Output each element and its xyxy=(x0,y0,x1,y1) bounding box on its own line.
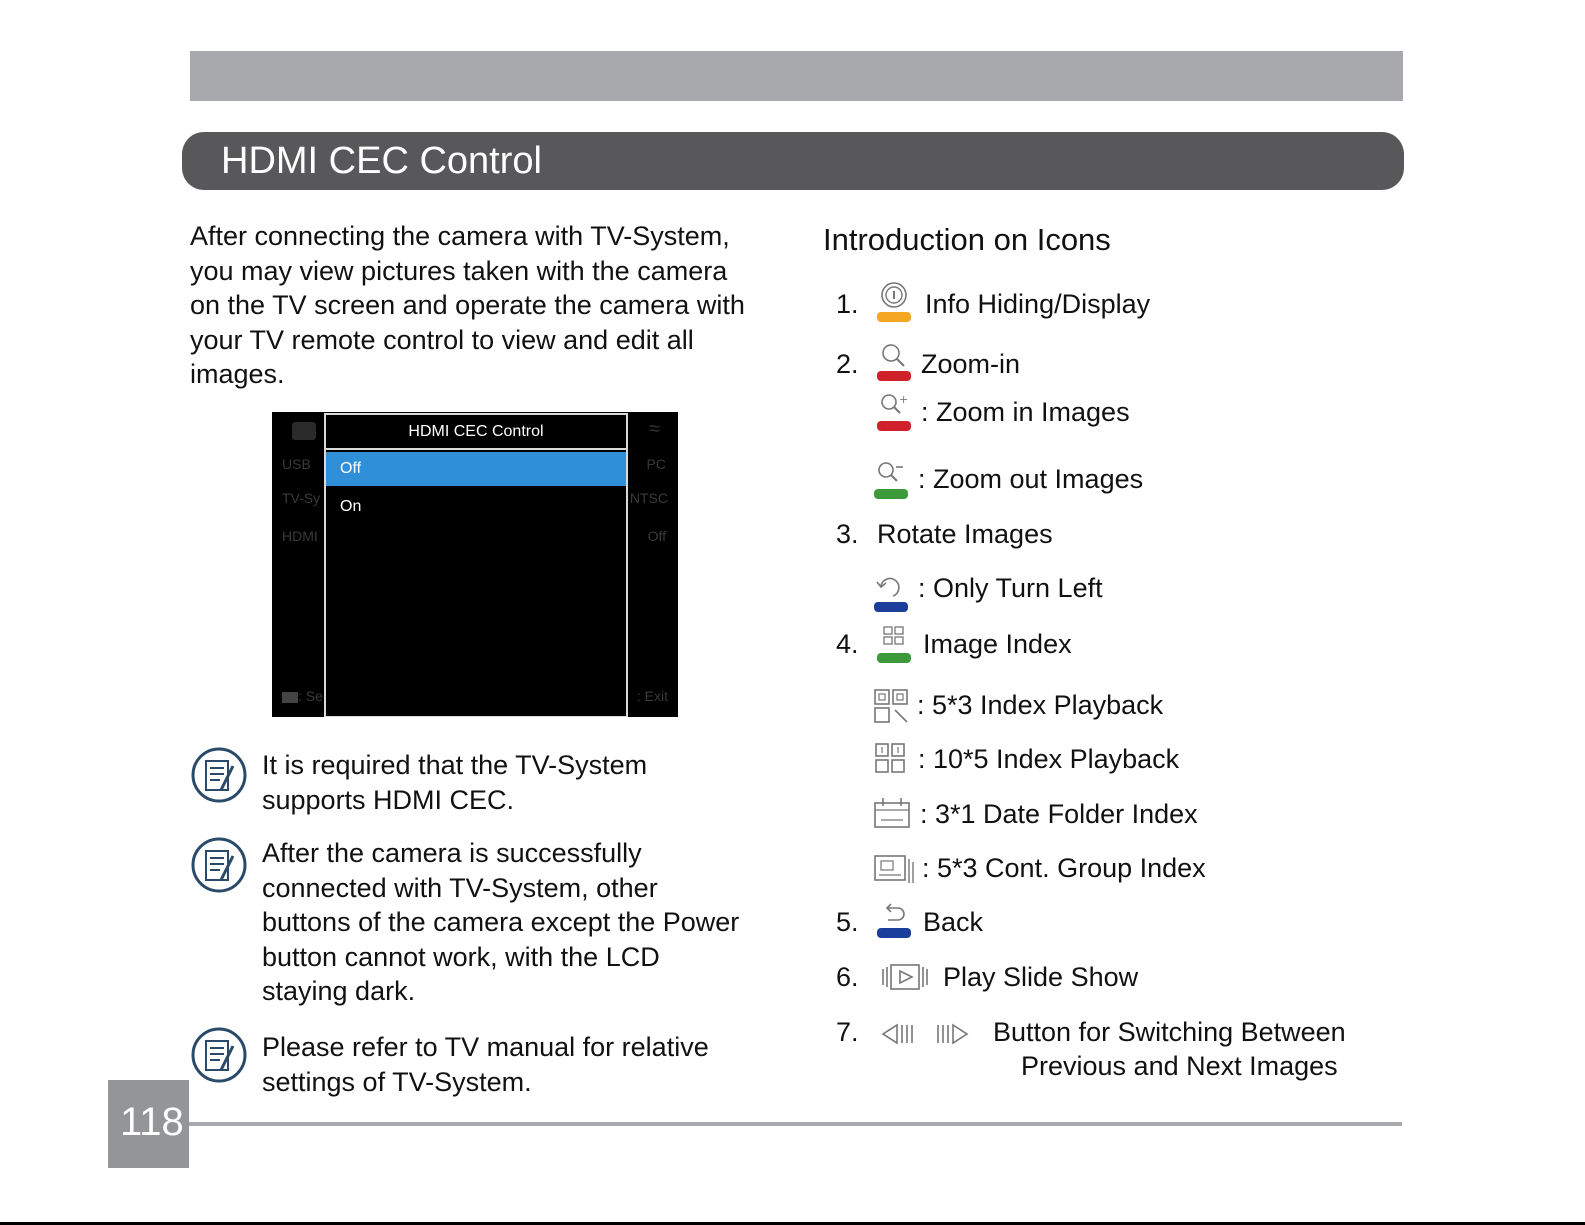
page-number: 118 xyxy=(120,1100,184,1144)
rotate-left-icon xyxy=(871,572,911,618)
option-on[interactable]: On xyxy=(340,498,362,515)
grid-10x5-icon xyxy=(874,742,914,778)
section-title-bar xyxy=(182,132,1404,190)
bg-menu-left: TV-Sy xyxy=(282,490,321,506)
icon-label: : 10*5 Index Playback xyxy=(918,744,1180,774)
item-number: 4. xyxy=(836,629,859,659)
hdmi-cec-dialog xyxy=(324,413,628,717)
info-icon xyxy=(874,280,914,326)
icon-label: : Only Turn Left xyxy=(918,573,1103,603)
icon-label: : Zoom out Images xyxy=(918,464,1144,494)
page-number-box xyxy=(108,1080,189,1168)
footer-rule xyxy=(189,1122,1402,1126)
bg-menu-right: Off xyxy=(647,528,666,544)
item-number: 5. xyxy=(836,907,859,937)
note-text: After the camera is successfully connected with TV-System, other buttons of the camera except the Power button cannot work, with the LCD staying dark. xyxy=(262,838,740,1006)
zoom-in-icon xyxy=(874,390,914,436)
dialog-title: HDMI CEC Control xyxy=(326,415,626,450)
icon-label: Button for Switching Between xyxy=(993,1017,1346,1047)
icon-label: Back xyxy=(923,907,984,937)
prev-next-icon xyxy=(880,1018,984,1050)
item-number: 1. xyxy=(836,289,859,319)
cont-group-icon xyxy=(873,851,917,887)
icon-label: : Zoom in Images xyxy=(921,397,1130,427)
camera-mode-icon xyxy=(292,422,316,440)
item-number: 7. xyxy=(836,1017,859,1047)
option-off[interactable]: Off xyxy=(326,452,626,486)
bg-menu-left: USB xyxy=(282,456,311,472)
wifi-icon: ≈ xyxy=(649,418,660,440)
item-number: 2. xyxy=(836,349,859,379)
footer-select-hint: : Se xyxy=(282,688,323,704)
bg-menu-right: NTSC xyxy=(629,490,668,506)
icon-label: Rotate Images xyxy=(877,519,1053,549)
bg-menu-right: PC xyxy=(646,456,666,472)
zoom-out-icon xyxy=(871,458,911,504)
note-text: It is required that the TV-System supports HDMI CEC. xyxy=(262,750,648,815)
grid-5x3-icon xyxy=(873,688,913,724)
index-icon xyxy=(874,624,914,670)
icon-label: : 5*3 Index Playback xyxy=(917,690,1164,720)
header-bar xyxy=(190,51,1403,101)
icon-label: Image Index xyxy=(923,629,1072,659)
item-number: 6. xyxy=(836,962,859,992)
icon-label: : 3*1 Date Folder Index xyxy=(920,799,1198,829)
icon-label-cont: Previous and Next Images xyxy=(1021,1051,1338,1081)
date-folder-icon xyxy=(873,795,913,831)
icon-label: Play Slide Show xyxy=(943,962,1139,992)
svg-text:+: + xyxy=(899,393,909,406)
slideshow-icon xyxy=(880,961,932,993)
icon-label: Zoom-in xyxy=(921,349,1021,379)
zoom-icon xyxy=(874,340,914,386)
note-icon xyxy=(191,836,249,896)
icons-heading: Introduction on Icons xyxy=(823,222,1111,257)
note-icon xyxy=(191,746,249,806)
back-icon xyxy=(874,898,914,944)
intro-paragraph: After connecting the camera with TV-System, you may view pictures taken with the camera on the TV screen and operate the camera with your TV remote control to view and edit all images. xyxy=(190,221,745,389)
bg-menu-left: HDMI xyxy=(282,528,318,544)
item-number: 3. xyxy=(836,519,859,549)
note-icon xyxy=(191,1026,249,1086)
icon-label: : 5*3 Cont. Group Index xyxy=(922,853,1206,883)
icon-label: Info Hiding/Display xyxy=(925,289,1151,319)
footer-exit-hint: : Exit xyxy=(636,688,668,704)
camera-screen xyxy=(272,412,678,717)
note-text: Please refer to TV manual for relative settings of TV-System. xyxy=(262,1032,709,1097)
page-title: HDMI CEC Control xyxy=(221,140,542,182)
